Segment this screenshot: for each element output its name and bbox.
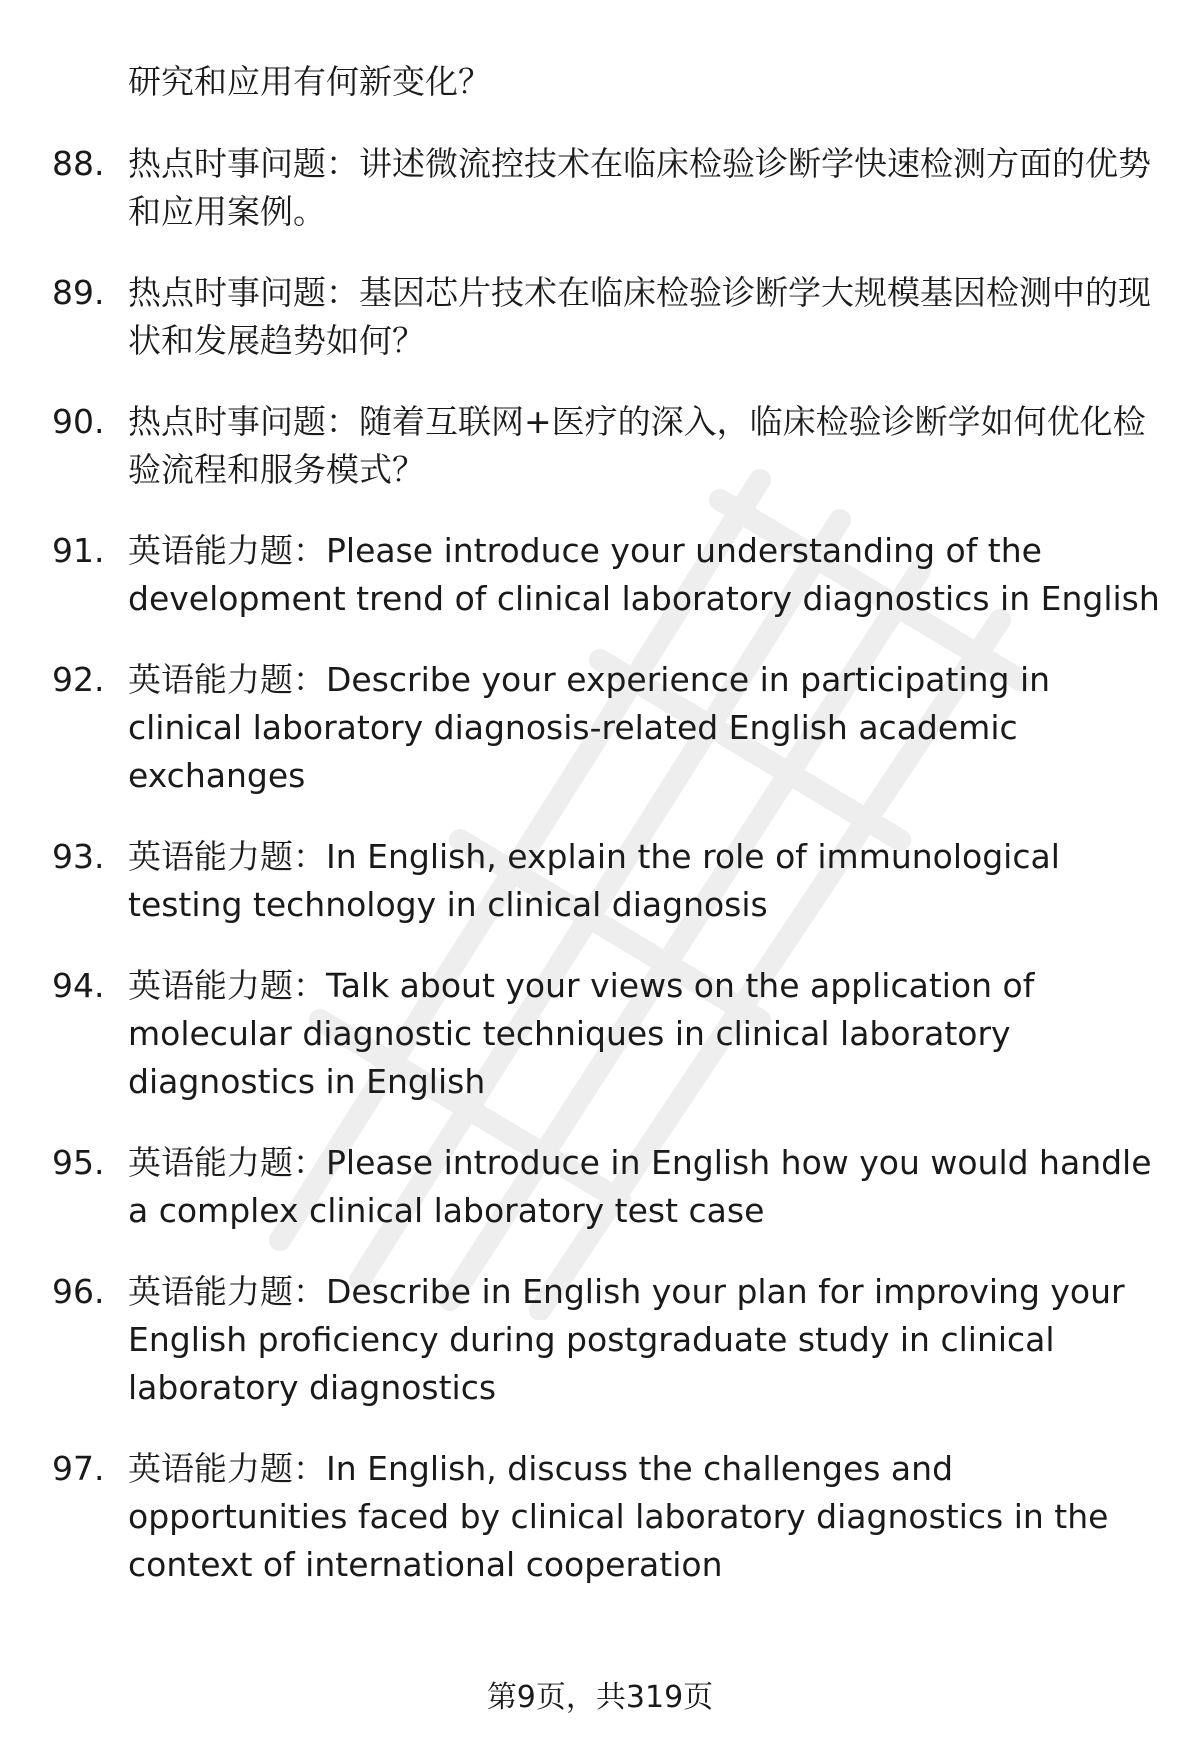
item-number: 91. (52, 531, 105, 570)
item-number: 94. (52, 966, 105, 1005)
item-text: 热点时事问题：随着互联网+医疗的深入，临床检验诊断学如何优化检验流程和服务模式？ (128, 402, 1146, 489)
item-number: 88. (52, 144, 105, 183)
list-item (0, 527, 1200, 623)
item-number: 92. (52, 660, 105, 699)
item-text: 英语能力题：In English, discuss the challenges and opportunities faced by clinical laboratory diagnostics in the context of international cooperation (128, 1449, 1109, 1584)
item-text: 热点时事问题：基因芯片技术在临床检验诊断学大规模基因检测中的现状和发展趋势如何？ (128, 273, 1151, 360)
item-number: 95. (52, 1143, 105, 1182)
item-text: 英语能力题：In English, explain the role of immunological testing technology in clinical diagnosis (128, 837, 1060, 924)
item-text: 英语能力题：Describe in English your plan for improving your English proficiency during postgraduate study in clinical laboratory diagnostics (128, 1272, 1125, 1407)
item-number: 97. (52, 1449, 105, 1488)
list-item (0, 140, 1200, 236)
item-text: 热点时事问题：讲述微流控技术在临床检验诊断学快速检测方面的优势和应用案例。 (128, 144, 1151, 231)
item-text: 英语能力题：Please introduce your understanding of the development trend of clinical laboratory diagnostics in English (128, 531, 1160, 618)
item-text: 英语能力题：Please introduce in English how you would handle a complex clinical laboratory test case (128, 1143, 1152, 1230)
list-item (0, 398, 1200, 494)
continuation-text: 研究和应用有何新变化？ (128, 62, 491, 101)
item-text: 英语能力题：Talk about your views on the application of molecular diagnostic techniques in clinical laboratory diagnostics in English (128, 966, 1035, 1101)
item-number: 89. (52, 273, 105, 312)
list-item (0, 1445, 1200, 1589)
page-footer: 第9页，共319页 (486, 1680, 714, 1715)
list-item (0, 656, 1200, 800)
question-list (0, 58, 1200, 1622)
list-item (0, 833, 1200, 929)
list-item (0, 1139, 1200, 1235)
list-item (0, 269, 1200, 365)
list-item (0, 962, 1200, 1106)
item-number: 90. (52, 402, 105, 441)
item-text: 英语能力题：Describe your experience in participating in clinical laboratory diagnosis-related English academic exchanges (128, 660, 1051, 795)
item-number: 93. (52, 837, 105, 876)
list-item (0, 1268, 1200, 1412)
item-number: 96. (52, 1272, 105, 1311)
